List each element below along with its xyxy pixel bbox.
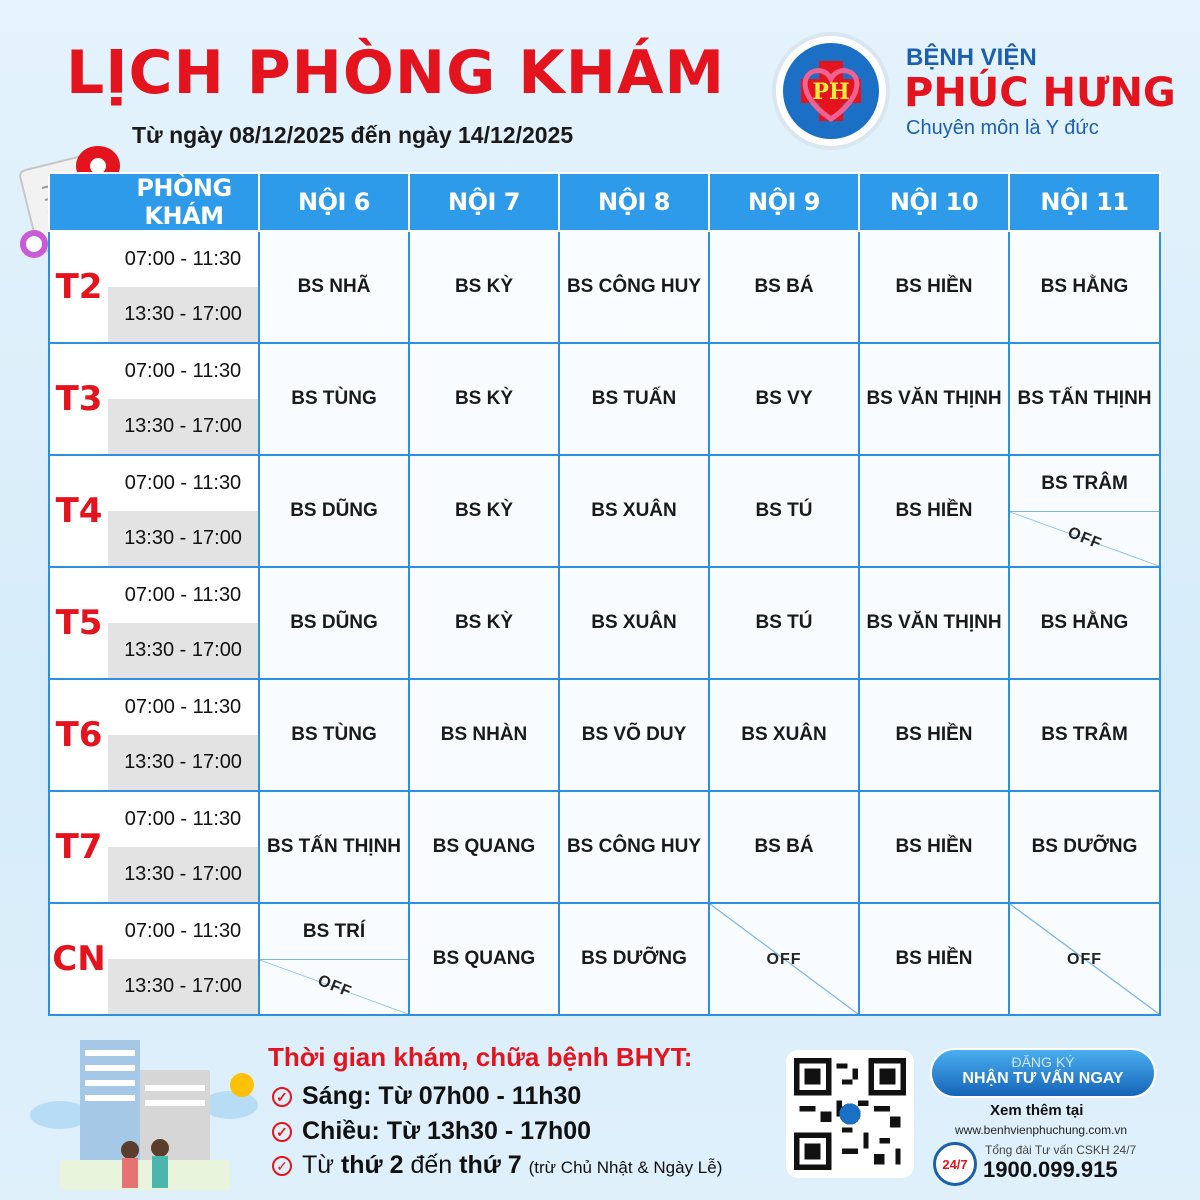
doctor-name: BS KỲ — [454, 388, 514, 409]
doctor-cell — [409, 791, 559, 903]
doctor-name: BS CÔNG HUY — [566, 276, 702, 297]
doctor-cell — [559, 791, 709, 903]
morning-time: 07:00 - 11:30 — [108, 792, 258, 847]
doctor-name: BS VÕ DUY — [581, 724, 687, 745]
check-icon: ✓ — [272, 1087, 292, 1107]
date-range: Từ ngày 08/12/2025 đến ngày 14/12/2025 — [132, 122, 574, 148]
doctor-cell — [709, 567, 859, 679]
doctor-name: BS DŨNG — [290, 500, 378, 521]
afternoon-time: 13:30 - 17:00 — [108, 959, 258, 1014]
day-cell — [49, 791, 259, 903]
morning-time: 07:00 - 11:30 — [108, 568, 258, 623]
day-cell — [49, 567, 259, 679]
doctor-cell — [559, 231, 709, 343]
day-label: T5 — [50, 568, 108, 678]
afternoon-time: 13:30 - 17:00 — [108, 399, 258, 454]
room-header: NỘI 9 — [709, 173, 859, 231]
doctor-name: BS TẤN THỊNH — [1017, 388, 1152, 409]
doctor-name: BS BÁ — [754, 276, 814, 297]
doctor-name: BS KỲ — [454, 612, 514, 633]
hospital-building-illustration — [20, 1030, 260, 1195]
logo-line2: PHÚC HƯNG — [904, 70, 1176, 116]
doctor-cell — [1009, 343, 1160, 455]
doctor-name: BS NHÃ — [297, 276, 371, 297]
logo-emblem-icon — [781, 41, 881, 141]
off-label: OFF — [1067, 951, 1102, 968]
room-header: NỘI 7 — [409, 173, 559, 231]
doctor-name: BS BÁ — [754, 836, 814, 857]
doctor-cell — [709, 343, 859, 455]
doctor-name: BS HẰNG — [1040, 612, 1129, 633]
doctor-cell — [709, 231, 859, 343]
doctor-name: BS QUANG — [432, 836, 536, 857]
doctor-name: BS KỲ — [454, 500, 514, 521]
doctor-cell — [859, 903, 1009, 1015]
doctor-cell — [559, 567, 709, 679]
doctor-name: BS TÚ — [755, 612, 813, 633]
doctor-cell — [259, 343, 409, 455]
day-label: T6 — [50, 680, 108, 790]
off-label: OFF — [314, 972, 354, 1001]
day-label: T4 — [50, 456, 108, 566]
doctor-cell — [259, 455, 409, 567]
morning-time: 07:00 - 11:30 — [108, 904, 258, 959]
day-cell — [49, 679, 259, 791]
day-cell — [49, 903, 259, 1015]
doctor-cell — [1009, 567, 1160, 679]
bhyt-days: ✓ Từ thứ 2 đến thứ 7 (trừ Chủ Nhật & Ngày Lễ) — [272, 1151, 722, 1180]
doctor-cell — [859, 231, 1009, 343]
doctor-name: BS XUÂN — [591, 612, 677, 633]
hotline-label: Tổng đài Tư vấn CSKH 24/7 — [985, 1143, 1137, 1157]
doctor-cell — [559, 903, 709, 1015]
support-247-icon: 24/7 — [933, 1142, 977, 1186]
room-header: NỘI 11 — [1009, 173, 1160, 231]
doctor-name: BS TRÂM — [1041, 472, 1128, 494]
doctor-name: BS QUANG — [432, 948, 536, 969]
doctor-name: BS TÙNG — [291, 724, 377, 745]
day-cell — [49, 343, 259, 455]
schedule-row — [49, 567, 1160, 679]
doctor-cell — [859, 567, 1009, 679]
doctor-cell — [1009, 791, 1160, 903]
doctor-cell — [1009, 455, 1160, 567]
doctor-name: BS HIỀN — [895, 948, 973, 969]
schedule-row — [49, 231, 1160, 343]
off-label: OFF — [766, 951, 802, 968]
doctor-name: BS TÚ — [755, 500, 813, 521]
doctor-cell — [559, 679, 709, 791]
afternoon-time: 13:30 - 17:00 — [108, 735, 258, 790]
page-title: LỊCH PHÒNG KHÁM — [66, 38, 726, 108]
schedule-row — [49, 679, 1160, 791]
doctor-name: BS TẤN THỊNH — [266, 836, 402, 857]
bhyt-title: Thời gian khám, chữa bệnh BHYT: — [268, 1042, 693, 1072]
morning-time: 07:00 - 11:30 — [108, 680, 258, 735]
afternoon-time: 13:30 - 17:00 — [108, 511, 258, 566]
doctor-cell — [859, 455, 1009, 567]
morning-time: 07:00 - 11:30 — [108, 344, 258, 399]
schedule-row — [49, 903, 1160, 1015]
doctor-cell — [559, 343, 709, 455]
afternoon-time: 13:30 - 17:00 — [108, 847, 258, 902]
check-icon: ✓ — [272, 1122, 292, 1142]
doctor-name: BS TÙNG — [291, 388, 377, 409]
doctor-name: BS XUÂN — [591, 500, 677, 521]
doctor-name: BS TRÍ — [302, 920, 366, 942]
doctor-cell — [859, 343, 1009, 455]
room-header: NỘI 6 — [259, 173, 409, 231]
website-link[interactable]: www.benhvienphuchung.com.vn — [955, 1123, 1128, 1137]
off-label: OFF — [1065, 524, 1105, 553]
doctor-cell — [709, 903, 859, 1015]
qr-code[interactable] — [786, 1050, 914, 1178]
doctor-name: BS KỲ — [454, 276, 514, 297]
hospital-logo — [772, 32, 890, 150]
doctor-name: BS HIỀN — [895, 836, 973, 857]
room-header: NỘI 8 — [559, 173, 709, 231]
doctor-name: BS DŨNG — [290, 612, 378, 633]
hotline-number[interactable]: 1900.099.915 — [983, 1157, 1118, 1182]
corner-header: PHÒNG KHÁM — [49, 173, 259, 231]
day-cell — [49, 231, 259, 343]
doctor-cell — [709, 455, 859, 567]
doctor-cell — [259, 903, 409, 1015]
doctor-cell — [1009, 679, 1160, 791]
doctor-name: BS HIỀN — [895, 500, 973, 521]
doctor-cell — [709, 679, 859, 791]
see-more-label: Xem thêm tại — [990, 1102, 1084, 1119]
doctor-cell — [259, 231, 409, 343]
doctor-cell — [409, 567, 559, 679]
doctor-cell — [1009, 231, 1160, 343]
afternoon-time: 13:30 - 17:00 — [108, 623, 258, 678]
doctor-name: BS VĂN THỊNH — [866, 388, 1002, 409]
morning-time: 07:00 - 11:30 — [108, 456, 258, 511]
bhyt-afternoon: ✓ Chiều: Từ 13h30 - 17h00 — [272, 1117, 591, 1146]
morning-time: 07:00 - 11:30 — [108, 232, 258, 287]
doctor-cell — [409, 231, 559, 343]
doctor-cell — [409, 455, 559, 567]
day-label: CN — [50, 904, 108, 1014]
schedule-table — [48, 172, 1161, 1016]
doctor-name: BS HẰNG — [1040, 276, 1129, 297]
doctor-name: BS HIỀN — [895, 724, 973, 745]
doctor-name: BS XUÂN — [741, 724, 827, 745]
doctor-cell — [259, 679, 409, 791]
bhyt-morning: ✓ Sáng: Từ 07h00 - 11h30 — [272, 1082, 581, 1111]
doctor-name: BS TRÂM — [1041, 724, 1128, 745]
doctor-cell — [259, 567, 409, 679]
day-label: T7 — [50, 792, 108, 902]
doctor-name: BS DƯỠNG — [581, 948, 687, 969]
check-icon: ✓ — [272, 1156, 292, 1176]
logo-tagline: Chuyên môn là Y đức — [906, 117, 1099, 139]
doctor-name: BS VY — [755, 388, 813, 409]
doctor-cell — [859, 791, 1009, 903]
doctor-cell — [559, 455, 709, 567]
register-consult-button[interactable]: ĐĂNG KÝ NHẬN TƯ VẤN NGAY — [930, 1048, 1156, 1098]
doctor-name: BS NHÀN — [440, 724, 528, 745]
qr-code-icon — [794, 1058, 906, 1170]
afternoon-time: 13:30 - 17:00 — [108, 287, 258, 342]
room-header: NỘI 10 — [859, 173, 1009, 231]
doctor-name: BS VĂN THỊNH — [866, 612, 1002, 633]
schedule-row — [49, 791, 1160, 903]
logo-line1: BỆNH VIỆN — [906, 44, 1037, 71]
doctor-name: BS CÔNG HUY — [566, 836, 702, 857]
day-label: T3 — [50, 344, 108, 454]
doctor-cell — [1009, 903, 1160, 1015]
schedule-row — [49, 455, 1160, 567]
doctor-name: BS HIỀN — [895, 276, 973, 297]
day-cell — [49, 455, 259, 567]
doctor-cell — [409, 679, 559, 791]
doctor-cell — [859, 679, 1009, 791]
doctor-name: BS TUẤN — [591, 388, 677, 409]
day-label: T2 — [50, 232, 108, 342]
doctor-cell — [409, 343, 559, 455]
doctor-cell — [259, 791, 409, 903]
svg-text:PH: PH — [812, 79, 850, 105]
doctor-cell — [709, 791, 859, 903]
doctor-name: BS DƯỠNG — [1031, 836, 1138, 857]
schedule-row — [49, 343, 1160, 455]
doctor-cell — [409, 903, 559, 1015]
